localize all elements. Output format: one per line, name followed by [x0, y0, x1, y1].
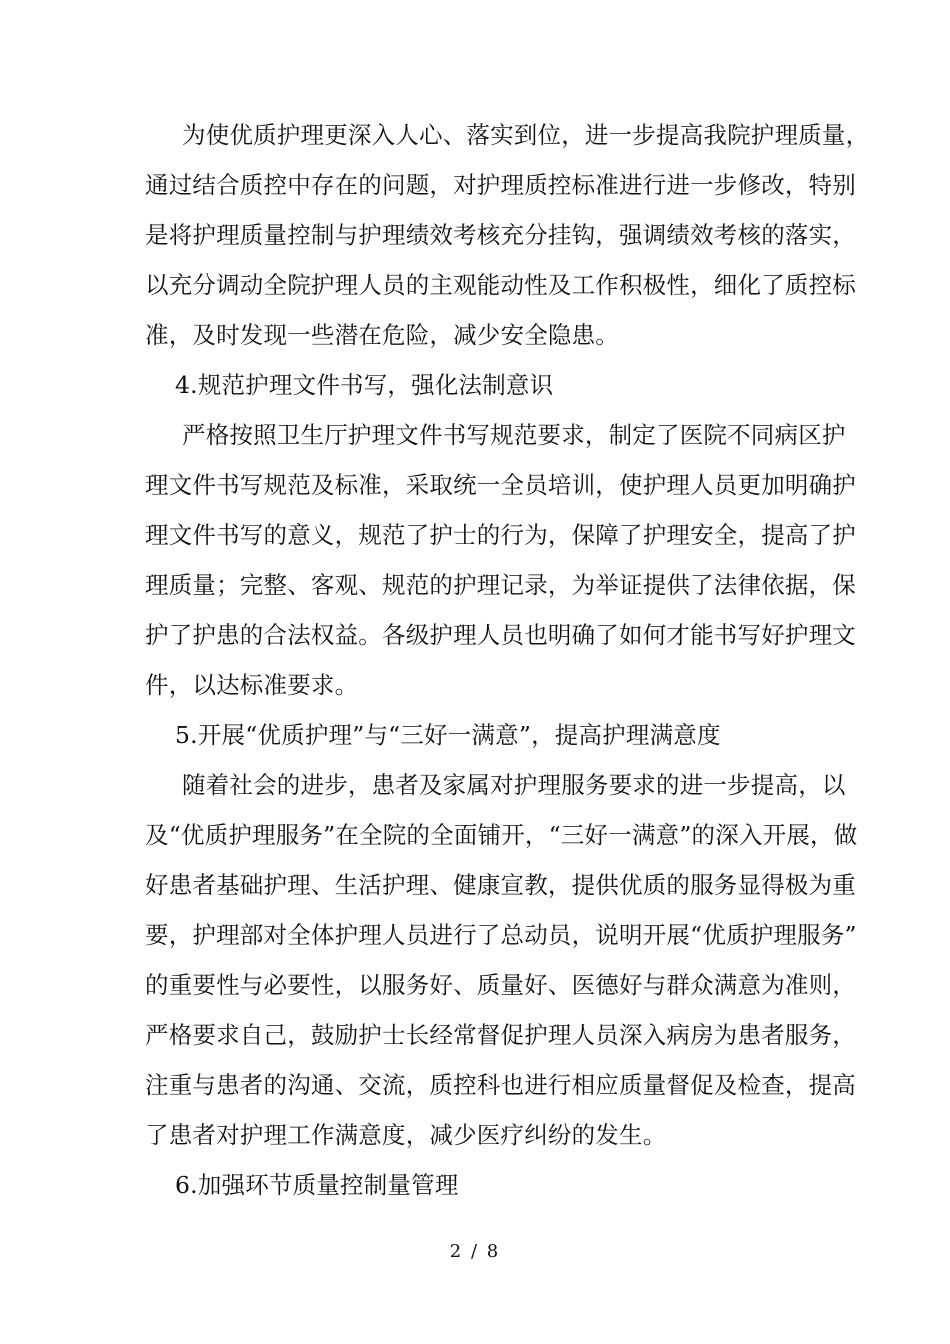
- paragraph-3-line-1: 随着社会的进步，患者及家属对护理服务要求的进一步提高，以: [182, 771, 846, 799]
- paragraph-1-line-4: 以充分调动全院护理人员的主观能动性及工作积极性，细化了质控标: [145, 271, 856, 299]
- paragraph-2-line-3: 理文件书写的意义，规范了护士的行为，保障了护理安全，提高了护: [145, 521, 856, 549]
- paragraph-2-line-4: 理质量；完整、客观、规范的护理记录，为举证提供了法律依据，保: [145, 571, 856, 599]
- section-heading-5: 5.开展“优质护理”与“三好一满意”，提高护理满意度: [175, 721, 721, 749]
- paragraph-1-line-5: 准，及时发现一些潜在危险，减少安全隐患。: [145, 321, 619, 349]
- page-number: 2 / 8: [449, 1241, 501, 1262]
- paragraph-3-line-7: 注重与患者的沟通、交流，质控科也进行相应质量督促及检查，提高: [145, 1071, 856, 1099]
- section-heading-4: 4.规范护理文件书写，强化法制意识: [175, 371, 554, 399]
- paragraph-1-line-2: 通过结合质控中存在的问题，对护理质控标准进行进一步修改，特别: [145, 171, 856, 199]
- paragraph-3-line-3: 好患者基础护理、生活护理、健康宣教，提供优质的服务显得极为重: [145, 871, 856, 899]
- paragraph-2-line-6: 件，以达标准要求。: [145, 671, 359, 699]
- paragraph-1-line-3: 是将护理质量控制与护理绩效考核充分挂钩，强调绩效考核的落实，: [145, 221, 856, 249]
- paragraph-3-line-4: 要，护理部对全体护理人员进行了总动员，说明开展“优质护理服务”: [145, 921, 857, 949]
- section-heading-6: 6.加强环节质量控制量管理: [175, 1171, 459, 1199]
- paragraph-1-line-1: 为使优质护理更深入人心、落实到位，进一步提高我院护理质量，: [182, 121, 870, 149]
- paragraph-3-line-8: 了患者对护理工作满意度，减少医疗纠纷的发生。: [145, 1121, 667, 1149]
- paragraph-2-line-5: 护了护患的合法权益。各级护理人员也明确了如何才能书写好护理文: [145, 621, 856, 649]
- paragraph-3-line-6: 严格要求自己，鼓励护士长经常督促护理人员深入病房为患者服务，: [145, 1021, 856, 1049]
- paragraph-3-line-5: 的重要性与必要性，以服务好、质量好、医德好与群众满意为准则，: [145, 971, 856, 999]
- paragraph-2-line-1: 严格按照卫生厅护理文件书写规范要求，制定了医院不同病区护: [182, 421, 846, 449]
- paragraph-2-line-2: 理文件书写规范及标准，采取统一全员培训，使护理人员更加明确护: [145, 471, 856, 499]
- paragraph-3-line-2: 及“优质护理服务”在全院的全面铺开，“三好一满意”的深入开展，做: [145, 821, 858, 849]
